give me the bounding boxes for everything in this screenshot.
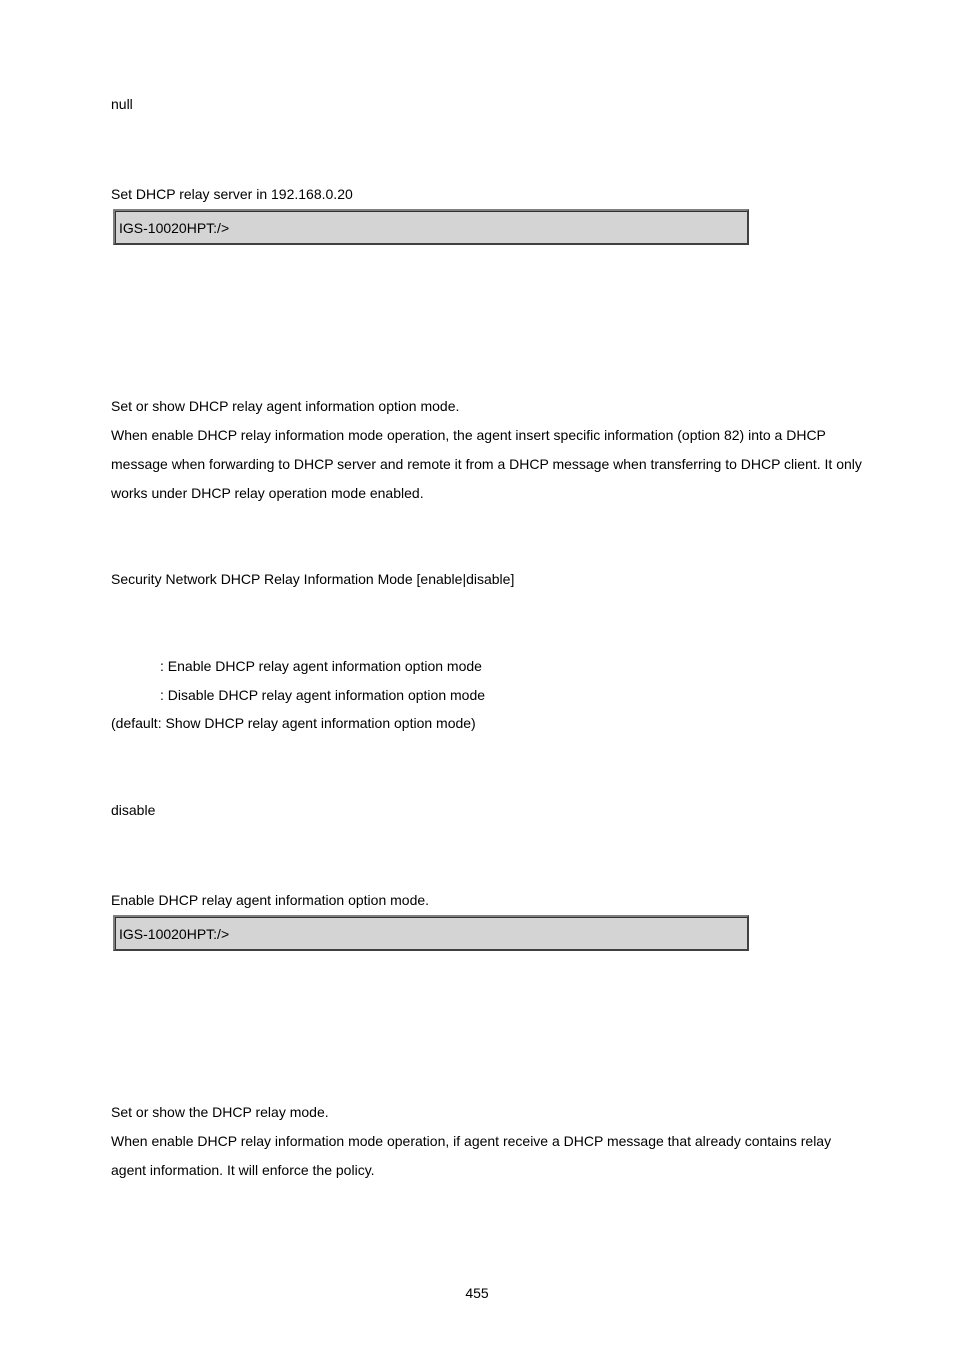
detail-line: works under DHCP relay operation mode enabled. bbox=[111, 485, 424, 501]
default-value: disable bbox=[111, 802, 156, 818]
detail-line: message when forwarding to DHCP server and remote it from a DHCP message when transferring to DHCP client. It only bbox=[111, 456, 862, 472]
example-description: Set DHCP relay server in 192.168.0.20 bbox=[111, 186, 353, 202]
command-prompt: IGS-10020HPT:/> bbox=[119, 926, 230, 942]
example-description: Enable DHCP relay agent information option mode. bbox=[111, 892, 430, 908]
command-prompt: IGS-10020HPT:/> bbox=[119, 220, 230, 236]
parameter-default: (default: Show DHCP relay agent information option mode) bbox=[111, 715, 476, 731]
parameter-enable: : Enable DHCP relay agent information option mode bbox=[160, 658, 482, 674]
detail-line: When enable DHCP relay information mode operation, if agent receive a DHCP message that already contains relay bbox=[111, 1133, 832, 1149]
command-description: Set or show the DHCP relay mode. bbox=[111, 1104, 329, 1120]
command-description: Set or show DHCP relay agent information option mode. bbox=[111, 398, 460, 414]
page-number: 455 bbox=[465, 1285, 489, 1301]
command-box bbox=[113, 915, 749, 951]
detail-line: agent information. It will enforce the policy. bbox=[111, 1162, 375, 1178]
default-value: null bbox=[111, 96, 133, 112]
detail-line: When enable DHCP relay information mode operation, the agent insert specific information (option 82) into a DHCP bbox=[111, 427, 826, 443]
command-syntax: Security Network DHCP Relay Information Mode [enable|disable] bbox=[111, 571, 515, 587]
command-box bbox=[113, 209, 749, 245]
parameter-disable: : Disable DHCP relay agent information option mode bbox=[160, 687, 486, 703]
